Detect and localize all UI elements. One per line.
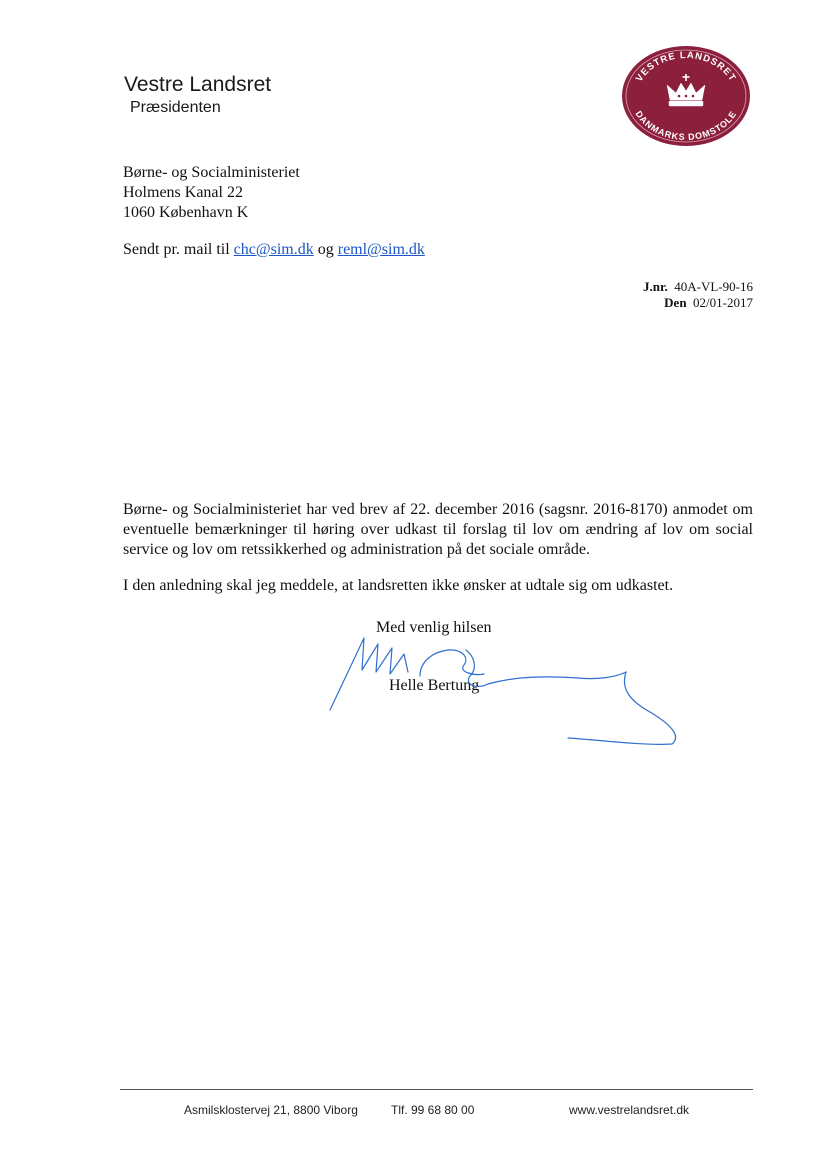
reference-block [643,279,753,311]
footer-website[interactable]: www.vestrelandsret.dk [569,1103,690,1117]
court-name: Vestre Landsret [124,73,272,96]
svg-text:DANMARKS DOMSTOLE: DANMARKS DOMSTOLE [633,108,739,143]
footer-address: Asmilsklostervej 21, 8800 Viborg [184,1103,358,1117]
email-link-chc[interactable]: chc@sim.dk [233,241,314,258]
signer-name: Helle Bertung [389,677,480,694]
body-paragraph-1: Børne- og Socialministeriet har ved brev af 22. december 2016 (sagsnr. 2016-8170) anmodet om eventuelle bemærkninger til høring over udkast til forslag til lov om ændring af lov om social service og lov om retssikkerhed og administration på det sociale område. [123,501,753,558]
letter-body [123,500,753,612]
closing-greeting: Med venlig hilsen [376,619,492,636]
sent-prefix: Sendt pr. mail til [123,241,230,258]
sent-conjunction: og [317,241,334,258]
handwritten-signature [320,632,690,752]
footer-divider [120,1089,753,1090]
jnr-label: J.nr. [642,279,668,294]
department-name: Præsidenten [130,99,221,116]
email-link-reml[interactable]: reml@sim.dk [337,241,425,258]
svg-text:VESTRE LANDSRET: VESTRE LANDSRET [633,49,739,84]
date-label: Den [664,295,687,310]
jnr-value: 40A-VL-90-16 [674,279,753,294]
recipient-city: 1060 København K [123,204,249,221]
footer-phone: Tlf. 99 68 80 00 [391,1103,475,1117]
date-value: 02/01-2017 [693,295,753,310]
court-seal-logo [620,44,752,148]
recipient-address [123,163,300,223]
sent-by-mail-line [123,241,425,259]
recipient-name: Børne- og Socialministeriet [123,164,300,181]
body-paragraph-2: I den anledning skal jeg meddele, at landsretten ikke ønsker at udtale sig om udkastet. [123,577,674,594]
recipient-street: Holmens Kanal 22 [123,184,243,201]
